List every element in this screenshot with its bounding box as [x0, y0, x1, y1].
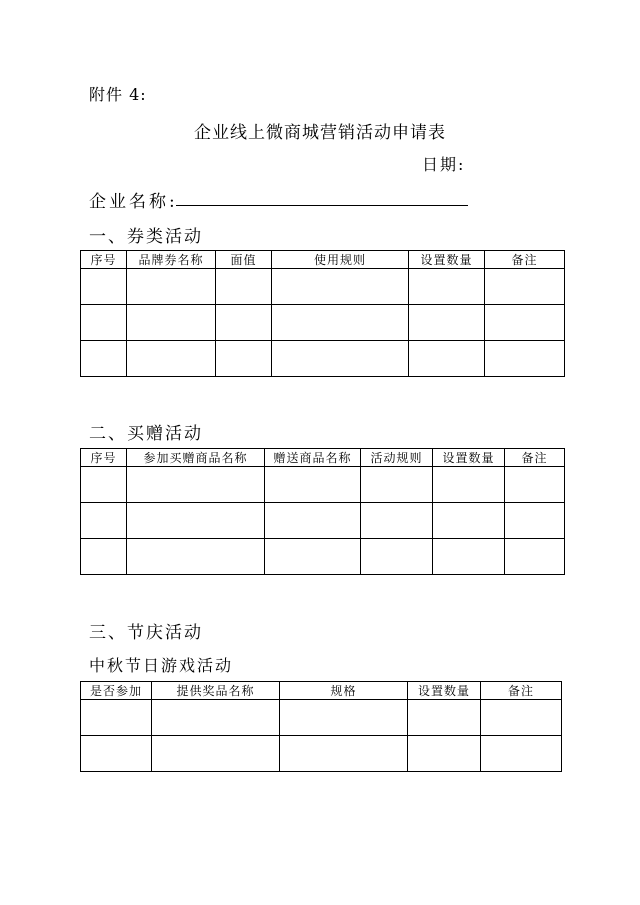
table-cell[interactable] [81, 305, 127, 341]
table-cell[interactable] [216, 305, 272, 341]
column-header: 面值 [216, 251, 272, 269]
table-row [81, 700, 562, 736]
column-header: 备注 [485, 251, 565, 269]
coupon-activity-table [80, 250, 565, 377]
document-title: 企业线上微商城营销活动申请表 [194, 123, 446, 143]
table-cell[interactable] [152, 736, 280, 772]
table-cell[interactable] [361, 467, 433, 503]
section-festival-title: 三、节庆活动 [89, 623, 203, 643]
table-row [81, 305, 565, 341]
company-name-label: 企业名称: [89, 192, 178, 212]
table-row [81, 269, 565, 305]
column-header: 设置数量 [408, 682, 481, 700]
table-cell[interactable] [127, 341, 216, 377]
column-header: 活动规则 [361, 449, 433, 467]
table-cell[interactable] [127, 503, 265, 539]
column-header: 设置数量 [409, 251, 485, 269]
table-cell[interactable] [433, 539, 505, 575]
table-cell[interactable] [505, 539, 565, 575]
table-cell[interactable] [81, 269, 127, 305]
table-cell[interactable] [408, 700, 481, 736]
table-cell[interactable] [481, 736, 562, 772]
table-cell[interactable] [216, 341, 272, 377]
festival-activity-table [80, 681, 562, 772]
column-header: 序号 [81, 251, 127, 269]
column-header: 备注 [481, 682, 562, 700]
table-cell[interactable] [409, 305, 485, 341]
table-cell[interactable] [481, 700, 562, 736]
column-header: 是否参加 [81, 682, 152, 700]
table-cell[interactable] [127, 539, 265, 575]
table-header-row [81, 251, 565, 269]
column-header: 使用规则 [272, 251, 409, 269]
column-header: 备注 [505, 449, 565, 467]
table-header-row [81, 449, 565, 467]
attachment-label: 附件 4: [89, 85, 147, 104]
table-cell[interactable] [361, 503, 433, 539]
column-header: 设置数量 [433, 449, 505, 467]
table-cell[interactable] [272, 341, 409, 377]
table-cell[interactable] [485, 305, 565, 341]
table-row [81, 503, 565, 539]
table-cell[interactable] [485, 341, 565, 377]
table-cell[interactable] [433, 503, 505, 539]
section-coupon-title: 一、券类活动 [89, 227, 203, 247]
table-cell[interactable] [127, 305, 216, 341]
table-cell[interactable] [433, 467, 505, 503]
table-cell[interactable] [280, 700, 408, 736]
column-header: 规格 [280, 682, 408, 700]
section-festival-subtitle: 中秋节日游戏活动 [89, 656, 234, 675]
table-cell[interactable] [505, 503, 565, 539]
table-cell[interactable] [81, 341, 127, 377]
table-cell[interactable] [81, 467, 127, 503]
table-cell[interactable] [280, 736, 408, 772]
column-header: 序号 [81, 449, 127, 467]
column-header: 品牌券名称 [127, 251, 216, 269]
table-row [81, 736, 562, 772]
table-cell[interactable] [127, 467, 265, 503]
table-cell[interactable] [485, 269, 565, 305]
table-row [81, 467, 565, 503]
date-label: 日期: [422, 155, 466, 174]
table-cell[interactable] [152, 700, 280, 736]
table-cell[interactable] [408, 736, 481, 772]
table-cell[interactable] [127, 269, 216, 305]
table-cell[interactable] [216, 269, 272, 305]
table-cell[interactable] [409, 269, 485, 305]
table-cell[interactable] [265, 503, 361, 539]
table-cell[interactable] [81, 736, 152, 772]
table-cell[interactable] [361, 539, 433, 575]
table-cell[interactable] [81, 503, 127, 539]
section-gift-title: 二、买赠活动 [89, 424, 203, 444]
column-header: 赠送商品名称 [265, 449, 361, 467]
table-cell[interactable] [409, 341, 485, 377]
gift-activity-table [80, 448, 565, 575]
table-cell[interactable] [265, 539, 361, 575]
table-header-row [81, 682, 562, 700]
table-cell[interactable] [272, 305, 409, 341]
table-cell[interactable] [272, 269, 409, 305]
column-header: 提供奖品名称 [152, 682, 280, 700]
company-name-field[interactable] [176, 205, 468, 206]
table-cell[interactable] [505, 467, 565, 503]
table-cell[interactable] [81, 700, 152, 736]
column-header: 参加买赠商品名称 [127, 449, 265, 467]
table-cell[interactable] [81, 539, 127, 575]
table-row [81, 539, 565, 575]
table-row [81, 341, 565, 377]
table-cell[interactable] [265, 467, 361, 503]
